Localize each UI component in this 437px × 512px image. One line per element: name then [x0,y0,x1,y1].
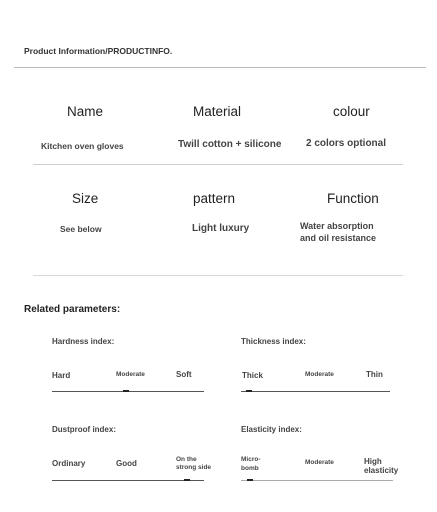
elasticity-scale-line [241,480,393,481]
dustproof-label-ordinary: Ordinary [52,459,86,468]
thickness-label-thick: Thick [242,371,263,380]
dustproof-scale-line [52,480,204,481]
dustproof-index-title: Dustproof index: [52,425,116,434]
pattern-label: pattern [193,191,236,206]
hardness-label-hard: Hard [52,371,71,380]
function-label: Function [327,191,379,206]
size-value: See below [60,224,102,234]
elasticity-index-title: Elasticity index: [241,425,302,434]
dustproof-level-marker [184,479,190,481]
elasticity-label-micro-1: Micro- [241,456,261,463]
header-divider [14,67,426,68]
related-parameters-title: Related parameters: [24,304,121,315]
elasticity-label-high-1: High [364,457,382,466]
thickness-scale-line [241,391,390,392]
thickness-label-moderate: Moderate [305,371,334,378]
dustproof-label-strong-1: On the [176,456,197,463]
material-label: Material [193,104,242,119]
thickness-index-title: Thickness index: [241,337,306,346]
function-value-line1: Water absorption [300,221,374,231]
function-value-line2: and oil resistance [300,233,377,243]
elasticity-label-moderate: Moderate [305,459,334,466]
colour-label: colour [333,104,370,119]
colour-value: 2 colors optional [306,138,387,149]
page-title: Product Information/PRODUCTINFO. [24,46,173,56]
thickness-level-marker [246,390,252,392]
size-label: Size [72,191,99,206]
thickness-label-thin: Thin [366,370,383,379]
dustproof-label-good: Good [116,459,137,468]
hardness-label-moderate: Moderate [116,371,145,378]
name-label: Name [67,104,104,119]
dustproof-label-strong-2: strong side [176,464,212,471]
hardness-label-soft: Soft [176,370,192,379]
hardness-level-marker [123,390,129,392]
info-bottom-divider [33,275,403,276]
material-value: Twill cotton + silicone [178,139,282,150]
elasticity-level-marker [247,479,253,481]
elasticity-label-micro-2: bomb [241,465,259,472]
pattern-value: Light luxury [192,223,250,234]
name-value: Kitchen oven gloves [41,141,124,151]
elasticity-label-high-2: elasticity [364,466,399,475]
hardness-index-title: Hardness index: [52,337,115,346]
info-row-divider [33,164,403,165]
